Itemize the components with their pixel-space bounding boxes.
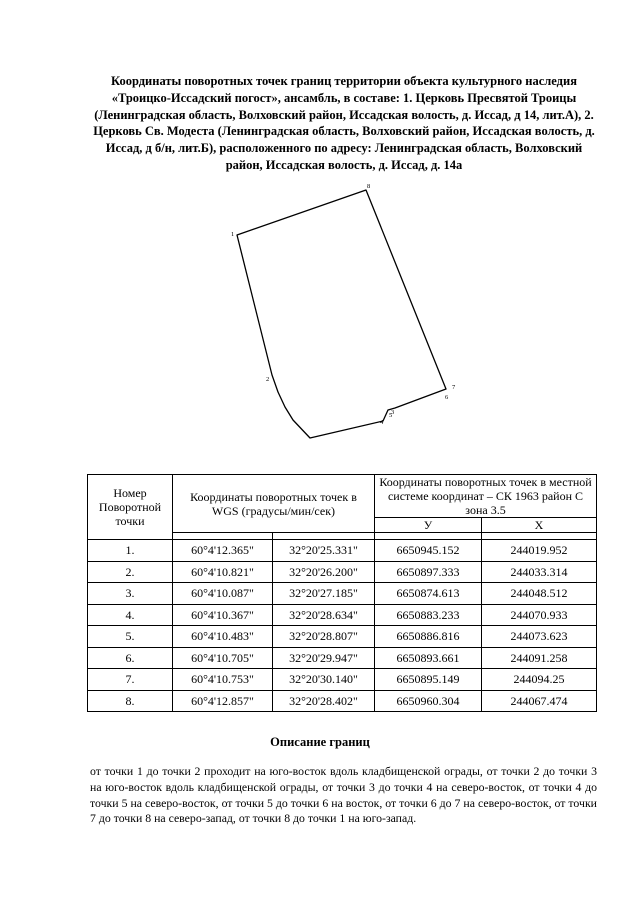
table-row	[88, 669, 597, 691]
cell-longitude: 32°20'28.807"	[273, 626, 375, 648]
table-row	[88, 583, 597, 605]
boundary-polygon	[237, 190, 446, 438]
cell-y: 6650895.149	[375, 669, 482, 691]
cell-number: 7.	[88, 669, 173, 691]
point-label-7: 7	[452, 384, 456, 391]
cell-latitude: 60°4'10.753"	[173, 669, 273, 691]
cell-y: 6650945.152	[375, 540, 482, 562]
cell-x: 244073.623	[482, 626, 597, 648]
cell-number: 5.	[88, 626, 173, 648]
point-label-4: 4	[380, 419, 384, 426]
cell-x: 244048.512	[482, 583, 597, 605]
point-label-5: 5	[389, 412, 393, 419]
table-row	[88, 690, 597, 712]
cell-x: 244070.933	[482, 604, 597, 626]
table-row	[88, 647, 597, 669]
cell-number: 1.	[88, 540, 173, 562]
cell-y: 6650893.661	[375, 647, 482, 669]
header-point-number: Номер Поворотной точки	[88, 475, 173, 540]
cell-number: 3.	[88, 583, 173, 605]
cell-number: 4.	[88, 604, 173, 626]
cell-x: 244033.314	[482, 561, 597, 583]
cell-x: 244067.474	[482, 690, 597, 712]
cell-y: 6650960.304	[375, 690, 482, 712]
coordinates-table	[87, 474, 597, 712]
description-heading: Описание границ	[270, 735, 370, 749]
cell-y: 6650886.816	[375, 626, 482, 648]
cell-y: 6650883.233	[375, 604, 482, 626]
cell-x: 244091.258	[482, 647, 597, 669]
table-row	[88, 561, 597, 583]
point-label-1: 1	[231, 231, 235, 238]
cell-longitude: 32°20'29.947"	[273, 647, 375, 669]
document-title: Координаты поворотных точек границ территории объекта культурного наследия «Троицко-Иссадский погост», ансамбль, в составе: 1. Церковь Пресвятой Троицы (Ленинградская область, Волховский район, Иссадская волость, д. Иссад, д 14, лит.А), 2. Церковь Св. Модеста (Ленинградская область, Волховский район, Иссадская волость, д. Иссад, д б/н, лит.Б), расположенного по адресу: Ленинградская область, Волховский район, Иссадская волость, д. Иссад, д. 14а	[93, 74, 595, 172]
cell-x: 244019.952	[482, 540, 597, 562]
cell-latitude: 60°4'10.705"	[173, 647, 273, 669]
header-x-empty	[482, 533, 597, 540]
point-label-3: 3	[391, 409, 395, 416]
table-row	[88, 604, 597, 626]
header-y: У	[375, 518, 482, 533]
cell-number: 2.	[88, 561, 173, 583]
boundary-plan	[225, 178, 470, 448]
cell-number: 6.	[88, 647, 173, 669]
cell-number: 8.	[88, 690, 173, 712]
header-lon-empty	[273, 533, 375, 540]
cell-longitude: 32°20'30.140"	[273, 669, 375, 691]
cell-longitude: 32°20'26.200"	[273, 561, 375, 583]
cell-latitude: 60°4'10.821"	[173, 561, 273, 583]
cell-longitude: 32°20'25.331"	[273, 540, 375, 562]
cell-latitude: 60°4'12.365"	[173, 540, 273, 562]
boundary-plan-drawing	[225, 178, 470, 448]
cell-latitude: 60°4'10.367"	[173, 604, 273, 626]
cell-longitude: 32°20'28.402"	[273, 690, 375, 712]
header-lat-empty	[173, 533, 273, 540]
point-label-8: 8	[367, 183, 371, 190]
description-text: от точки 1 до точки 2 проходит на юго-восток вдоль кладбищенской ограды, от точки 2 до точки 3 на юго-восток вдоль кладбищенской ограды, от точки 3 до точки 4 на северо-восток, от точки 4 до точки 5 на северо-восток, от точки 5 до точки 6 на восток, от точки 6 до 7 на северо-восток, от точки 7 до точки 8 на северо-запад, от точки 8 до точки 1 на юго-запад.	[90, 764, 597, 826]
cell-latitude: 60°4'12.857"	[173, 690, 273, 712]
header-x: Х	[482, 518, 597, 533]
table-row	[88, 540, 597, 562]
cell-y: 6650874.613	[375, 583, 482, 605]
header-y-empty	[375, 533, 482, 540]
cell-y: 6650897.333	[375, 561, 482, 583]
cell-latitude: 60°4'10.483"	[173, 626, 273, 648]
cell-longitude: 32°20'28.634"	[273, 604, 375, 626]
cell-x: 244094.25	[482, 669, 597, 691]
cell-latitude: 60°4'10.087"	[173, 583, 273, 605]
cell-longitude: 32°20'27.185"	[273, 583, 375, 605]
header-wgs-coordinates: Координаты поворотных точек в WGS (градусы/мин/сек)	[173, 475, 375, 533]
point-label-6: 6	[445, 394, 449, 401]
table-row	[88, 626, 597, 648]
header-local-coordinates: Координаты поворотных точек в местной системе координат – СК 1963 район С зона 3.5	[375, 475, 597, 518]
table-header-row	[88, 475, 597, 518]
point-label-2: 2	[266, 376, 270, 383]
